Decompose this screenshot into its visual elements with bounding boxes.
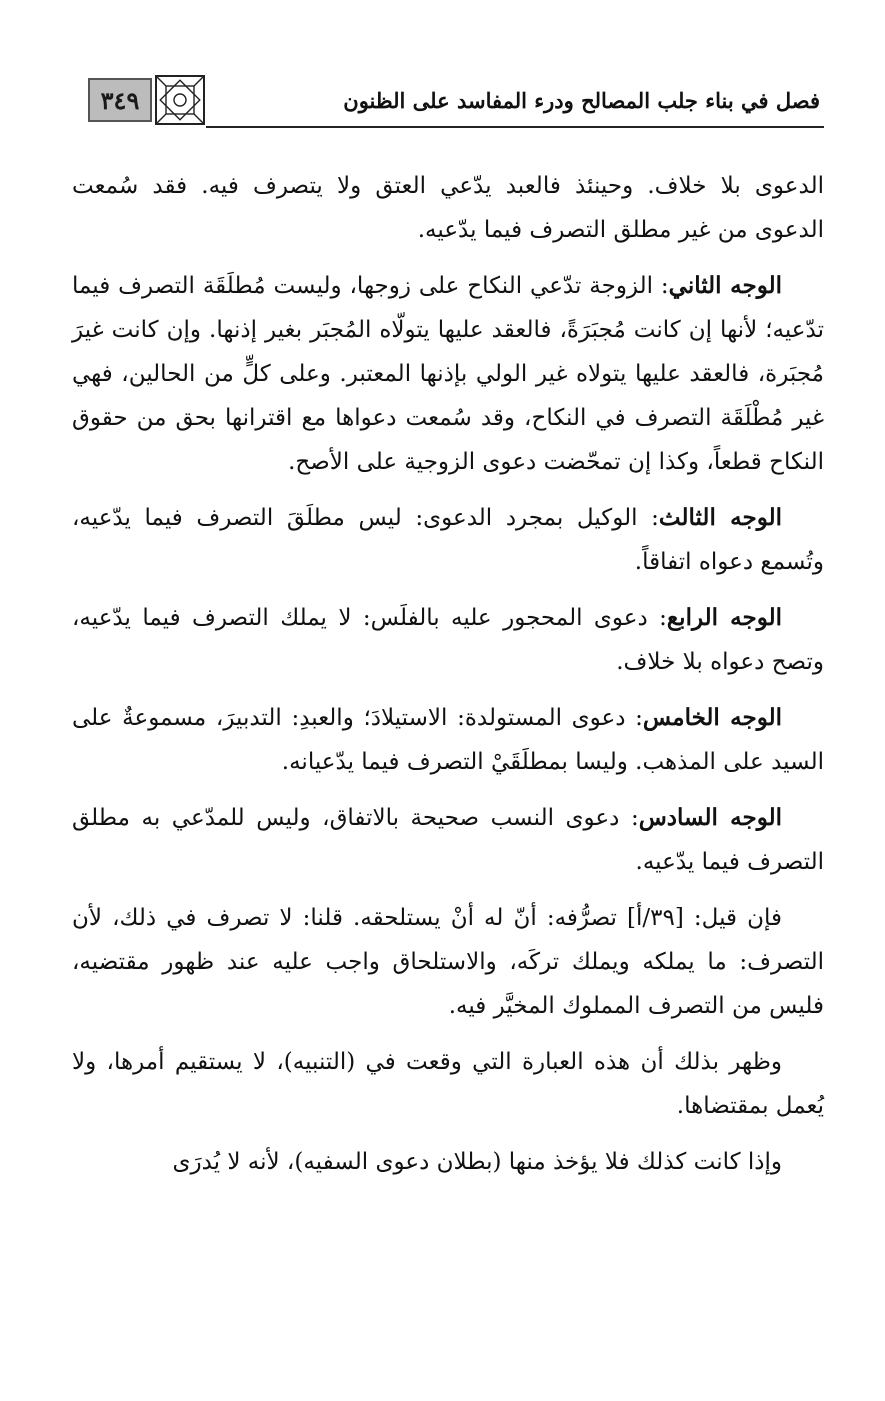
paragraph-text: : الوكيل بمجرد الدعوى: ليس مطلَقَ التصرف فيما يدّعيه، وتُسمع دعواه اتفاقاً. (72, 505, 824, 575)
paragraph-lead: الوجه السادس (638, 804, 783, 831)
paragraph (72, 596, 824, 684)
paragraph-text: وإذا كانت كذلك فلا يؤخذ منها (بطلان دعوى السفيه)، لأنه لا يُدرَى (172, 1149, 782, 1175)
paragraph (72, 496, 824, 584)
page-body (72, 164, 824, 1196)
paragraph-lead: الوجه الثالث (658, 504, 782, 531)
paragraph (72, 1140, 824, 1184)
paragraph-text: : دعوى المحجور عليه بالفلَس: لا يملك التصرف فيما يدّعيه، وتصح دعواه بلا خلاف. (72, 605, 824, 675)
paragraph (72, 796, 824, 884)
paragraph-text: وظهر بذلك أن هذه العبارة التي وقعت في (التنبيه)، لا يستقيم أمرها، ولا يُعمل بمقتضاها. (72, 1049, 824, 1119)
paragraph-text: : دعوى النسب صحيحة بالاتفاق، وليس للمدّعي به مطلق التصرف فيما يدّعيه. (72, 805, 824, 875)
geometric-star-ornament-icon (152, 72, 208, 128)
paragraph (72, 696, 824, 784)
paragraph-lead: الوجه الرابع (666, 604, 782, 631)
paragraph (72, 264, 824, 484)
paragraph-text: : الزوجة تدّعي النكاح على زوجها، وليست مُطلَقَة التصرف فيما تدّعيه؛ لأنها إن كانت مُجبَرَةً، فالعقد عليها يتولّاه المُجبَر بغير إذنها. وإن كانت غيرَ مُجبَرة، فالعقد عليها يتولاه غير الولي بإذنها المعتبر. وعلى كلٍّ من الحالين، فهي غير مُطْلَقَة التصرف في النكاح، وقد سُمعت دعواها مع اقترانها بحق من حقوق النكاح قطعاً، وكذا إن تمحّضت دعوى الزوجية على الأصح. (72, 273, 824, 475)
paragraph-lead: الوجه الخامس (642, 704, 783, 731)
paragraph-text: الدعوى بلا خلاف. وحينئذ فالعبد يدّعي العتق ولا يتصرف فيه. فقد سُمعت الدعوى من غير مطلق التصرف فيما يدّعيه. (72, 173, 824, 243)
page-number: ٣٤٩ (88, 78, 152, 122)
header-rule (206, 126, 824, 128)
page-header (88, 66, 824, 130)
paragraph (72, 164, 824, 252)
paragraph-text: : دعوى المستولدة: الاستيلادَ؛ والعبدِ: التدبيرَ، مسموعةٌ على السيد على المذهب. وليسا بمطلَقَيْ التصرف فيما يدّعيانه. (72, 705, 824, 775)
paragraph (72, 1040, 824, 1128)
paragraph-lead: الوجه الثاني (668, 272, 782, 299)
paragraph-text: فإن قيل: [٣٩/أ] تصرُّفه: أنّ له أنْ يستلحقه. قلنا: لا تصرف في ذلك، لأن التصرف: ما يملكه ويملك تركَه، والاستلحاق واجب عليه عند ظهور مقتضيه، فليس من التصرف المملوك المخيَّر فيه. (72, 905, 824, 1019)
paragraph (72, 896, 824, 1028)
page-number-box (88, 72, 208, 128)
running-title: فصل في بناء جلب المصالح ودرء المفاسد على الظنون (343, 88, 820, 113)
